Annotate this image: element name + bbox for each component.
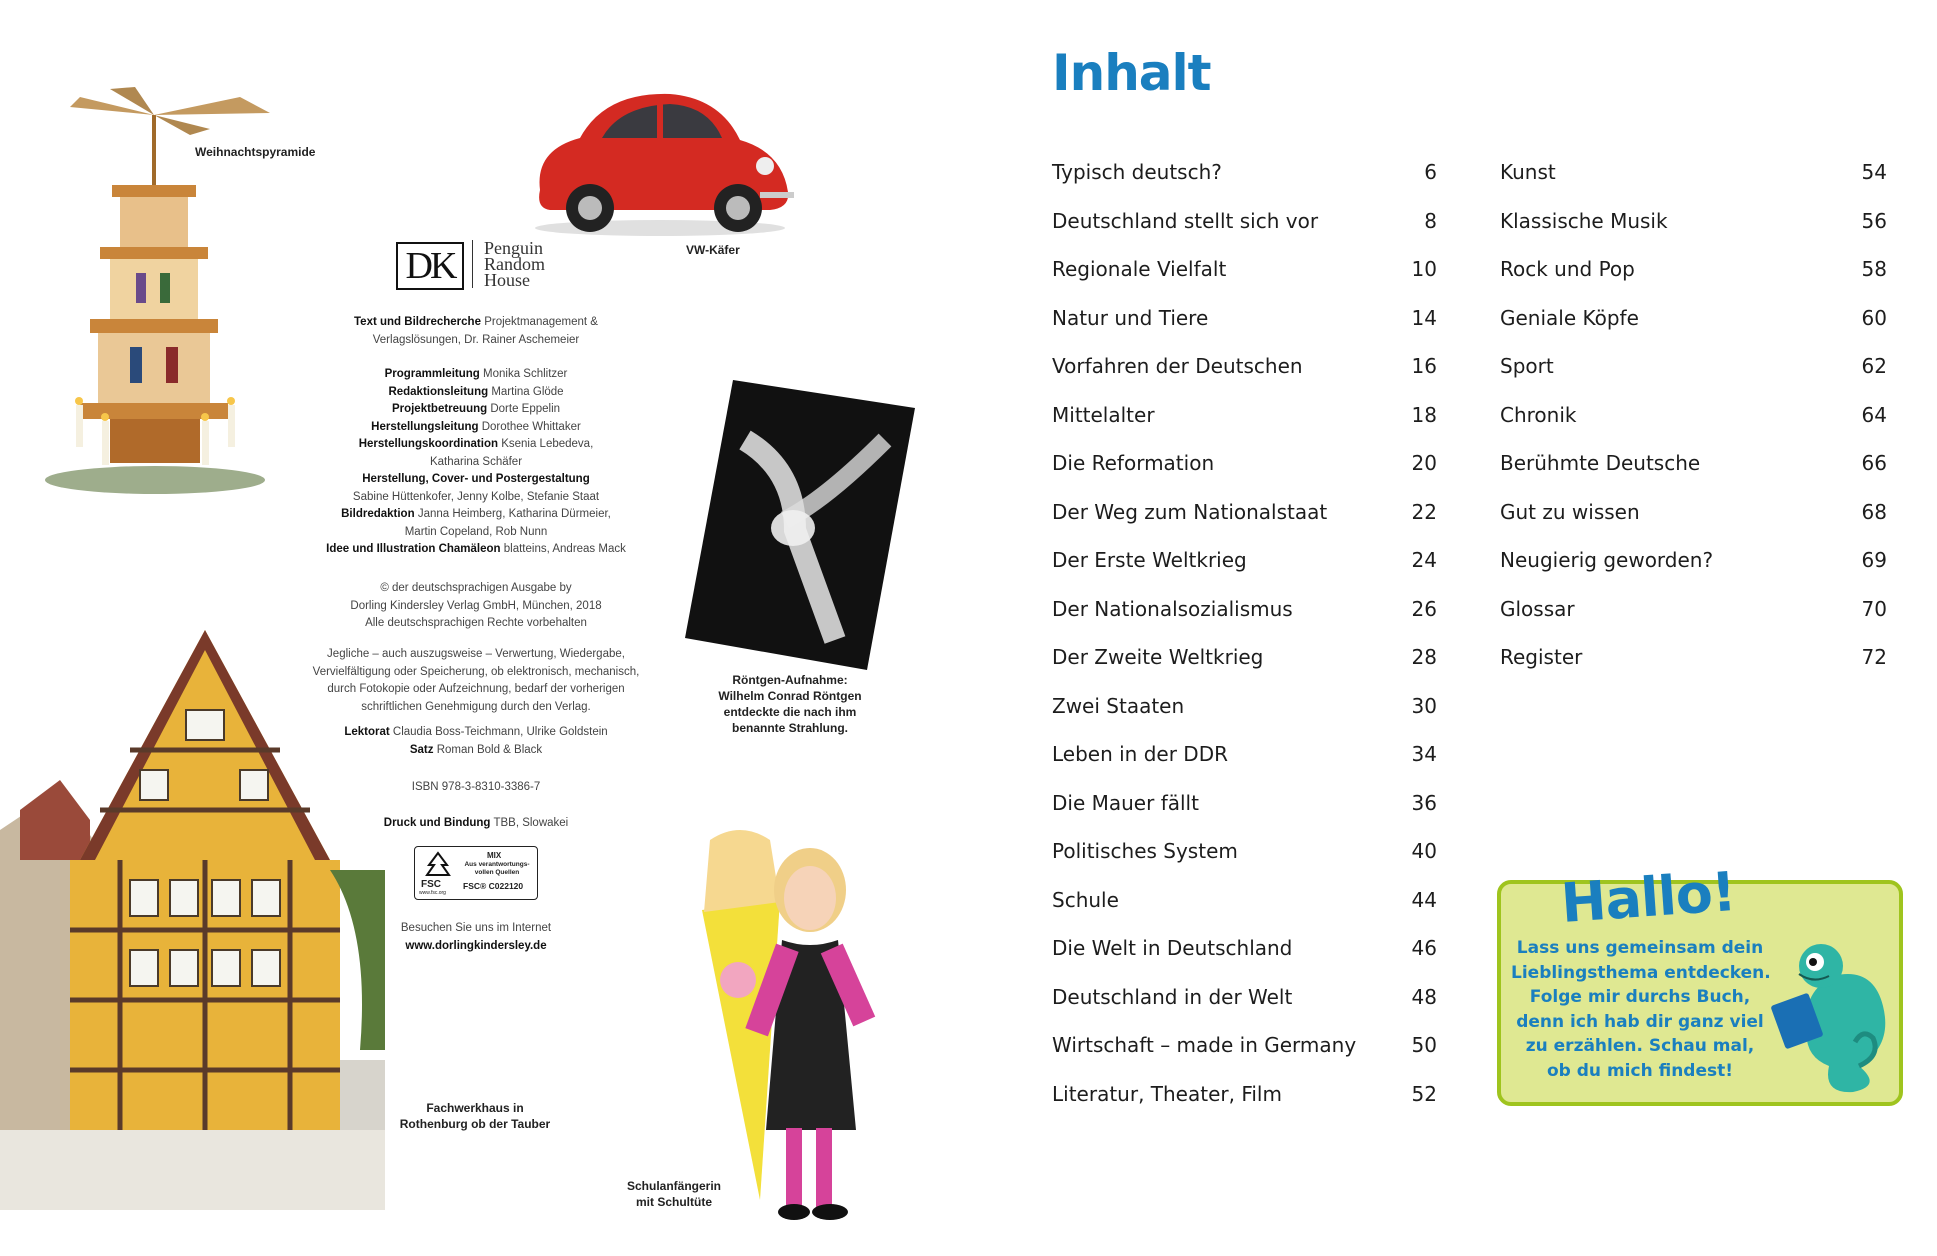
toc-entry-title: Kunst — [1500, 160, 1556, 184]
toc-entry-title: Geniale Köpfe — [1500, 305, 1639, 330]
pyramid-caption: Weihnachtspyramide — [195, 145, 316, 159]
toc-entry[interactable] — [1052, 645, 1437, 694]
toc-entry-page: 68 — [1861, 499, 1887, 524]
toc-entry-page: 54 — [1861, 160, 1887, 184]
house-caption: Fachwerkhaus in Rothenburg ob der Tauber — [399, 1101, 551, 1131]
toc-entry[interactable] — [1500, 451, 1887, 500]
fsc-sources: Aus verantwortungs- vollen Quellen — [464, 861, 530, 876]
toc-list-right — [1500, 160, 1887, 694]
toc-entry-title: Der Nationalsozialismus — [1052, 596, 1293, 621]
toc-entry[interactable] — [1500, 257, 1887, 306]
toc-entry[interactable] — [1052, 597, 1437, 646]
toc-entry[interactable] — [1052, 160, 1437, 209]
toc-entry-title: Mittelalter — [1052, 402, 1155, 427]
girl-caption: Schulanfängerin mit Schultüte — [626, 1179, 721, 1209]
toc-title: Inhalt — [1052, 44, 1211, 102]
toc-entry-page: 28 — [1411, 645, 1437, 669]
toc-entry-title: Klassische Musik — [1500, 208, 1668, 233]
toc-entry-page: 14 — [1411, 305, 1437, 330]
toc-entry-title: Gut zu wissen — [1500, 499, 1640, 524]
toc-entry-page: 20 — [1411, 451, 1437, 475]
toc-entry-title: Der Zweite Weltkrieg — [1052, 645, 1264, 669]
imprint-legal-notice: Jegliche – auch auszugsweise – Verwertung, Wiedergabe, Vervielfältigung oder Speicherung, ob elektronisch, mechanisch, durch Fotokopie oder Aufzeichnung, bedarf der vorherigen schriftlichen Genehmigung durch den Verlag. — [312, 648, 640, 713]
toc-entry-page: 60 — [1861, 305, 1887, 330]
toc-entry[interactable] — [1052, 451, 1437, 500]
toc-entry[interactable] — [1052, 936, 1437, 985]
toc-entry[interactable] — [1052, 1082, 1437, 1131]
toc-entry-title: Die Mauer fällt — [1052, 790, 1199, 815]
toc-entry-page: 16 — [1411, 354, 1437, 378]
toc-entry[interactable] — [1052, 791, 1437, 840]
toc-entry-page: 26 — [1411, 596, 1437, 621]
toc-entry[interactable] — [1052, 888, 1437, 937]
toc-entry-page: 50 — [1411, 1033, 1437, 1057]
toc-entry-page: 30 — [1411, 693, 1437, 718]
toc-entry-title: Politisches System — [1052, 839, 1238, 863]
fsc-code: FSC® C022120 — [463, 881, 524, 891]
website-link[interactable]: www.dorlingkindersley.de — [405, 939, 547, 952]
toc-entry[interactable] — [1500, 548, 1887, 597]
toc-entry-page: 8 — [1424, 208, 1437, 233]
toc-entry-title: Der Erste Weltkrieg — [1052, 548, 1247, 572]
toc-entry-title: Typisch deutsch? — [1052, 160, 1222, 184]
toc-entry-title: Sport — [1500, 354, 1554, 378]
toc-entry-title: Chronik — [1500, 402, 1577, 427]
toc-entry[interactable] — [1052, 354, 1437, 403]
toc-entry-title: Leben in der DDR — [1052, 742, 1228, 766]
imprint-website: Besuchen Sie uns im Internet www.dorlingkindersley.de — [400, 922, 552, 952]
toc-entry-page: 70 — [1861, 596, 1887, 621]
girl-with-schultuete-illustration — [670, 780, 910, 1240]
toc-entry-title: Wirtschaft – made in Germany — [1052, 1033, 1357, 1057]
toc-entry-page: 48 — [1411, 984, 1437, 1009]
toc-entry[interactable] — [1052, 985, 1437, 1034]
toc-entry-page: 34 — [1411, 742, 1437, 766]
toc-entry[interactable] — [1500, 500, 1887, 549]
xray-image — [685, 380, 915, 670]
toc-entry-title: Regionale Vielfalt — [1052, 257, 1227, 281]
fsc-label — [414, 846, 538, 900]
toc-entry-title: Berühmte Deutsche — [1500, 451, 1701, 475]
toc-list-left — [1052, 160, 1437, 1130]
toc-entry[interactable] — [1052, 257, 1437, 306]
toc-entry[interactable] — [1052, 548, 1437, 597]
imprint-printing: Druck und Bindung TBB, Slowakei — [383, 817, 569, 829]
toc-entry-title: Literatur, Theater, Film — [1052, 1081, 1282, 1106]
toc-entry-title: Vorfahren der Deutschen — [1052, 354, 1303, 378]
toc-entry-page: 46 — [1411, 936, 1437, 960]
toc-entry-page: 58 — [1861, 257, 1887, 281]
toc-entry-title: Glossar — [1500, 596, 1575, 621]
toc-entry[interactable] — [1052, 694, 1437, 743]
toc-entry[interactable] — [1052, 839, 1437, 888]
toc-entry-page: 56 — [1861, 208, 1887, 233]
toc-entry-page: 64 — [1861, 402, 1887, 427]
toc-entry-title: Neugierig geworden? — [1500, 548, 1714, 572]
hallo-title: Hallo! — [1559, 859, 1738, 936]
toc-entry-title: Register — [1500, 645, 1583, 669]
toc-entry[interactable] — [1052, 742, 1437, 791]
toc-entry-title: Natur und Tiere — [1052, 305, 1209, 330]
toc-entry-page: 36 — [1411, 790, 1437, 815]
fsc-tree-icon — [421, 851, 455, 879]
toc-entry-page: 22 — [1411, 499, 1437, 524]
toc-entry-title: Deutschland stellt sich vor — [1052, 208, 1319, 233]
toc-entry-title: Rock und Pop — [1500, 257, 1635, 281]
toc-entry-page: 6 — [1424, 160, 1437, 184]
toc-entry[interactable] — [1500, 645, 1887, 694]
fsc-web: www.fsc.org — [419, 890, 446, 896]
toc-entry[interactable] — [1500, 354, 1887, 403]
toc-entry-title: Zwei Staaten — [1052, 693, 1185, 718]
beetle-caption: VW-Käfer — [686, 243, 740, 257]
toc-entry-page: 66 — [1861, 451, 1887, 475]
imprint-staff: Programmleitung Monika Schlitzer Redaktionsleitung Martina Glöde Projektbetreuung Dorte Eppelin Herstellungsleitung Dorothee Whittaker Herstellungskoordination Ksenia Lebedeva, Katharina Schäfer Herstellung, Cover- und Postergestaltung Sabine Hüttenkofer, Jenny Kolbe, Stefanie Staat Bildredaktion Janna Heimberg, Katharina Dürmeier, Martin Copeland, Rob Nunn Idee und Illustration Chamäleon blatteins, Andreas Mack — [326, 368, 626, 555]
hallo-callout — [1497, 859, 1903, 1106]
toc-entry[interactable] — [1052, 500, 1437, 549]
toc-entry-page: 18 — [1411, 402, 1437, 427]
toc-entry[interactable] — [1052, 403, 1437, 452]
toc-entry[interactable] — [1500, 403, 1887, 452]
imprint-credits: Text und Bildrecherche Projektmanagement & Verlagslösungen, Dr. Rainer Aschemeier — [354, 316, 598, 346]
dk-logo-mark: DK — [396, 242, 464, 290]
toc-entry[interactable] — [1052, 1033, 1437, 1082]
toc-entry-page: 44 — [1411, 887, 1437, 912]
toc-entry[interactable] — [1500, 597, 1887, 646]
half-timbered-house-illustration — [0, 630, 385, 1210]
toc-entry-page: 10 — [1411, 257, 1437, 281]
toc-entry-page: 24 — [1411, 548, 1437, 572]
isbn: ISBN 978-3-8310-3386-7 — [411, 781, 541, 793]
hallo-message: Lass uns gemeinsam dein Lieblingsthema entdecken. Folge mir durchs Buch, denn ich hab dir ganz viel zu erzählen. Schau mal, ob du mich findest! — [1511, 938, 1771, 1081]
penguin-random-house-wordmark: Penguin Random House — [484, 238, 545, 290]
toc-entry-title: Deutschland in der Welt — [1052, 984, 1293, 1009]
fsc-mix: MIX — [487, 851, 502, 860]
toc-entry[interactable] — [1052, 306, 1437, 355]
toc-entry[interactable] — [1052, 209, 1437, 258]
imprint-copyright: © der deutschsprachigen Ausgabe by Dorling Kindersley Verlag GmbH, München, 2018 Alle deutschsprachigen Rechte vorbehalten — [350, 582, 602, 629]
toc-entry-page: 52 — [1411, 1081, 1437, 1106]
fsc-brand: FSC — [421, 879, 441, 890]
dk-penguin-logo — [396, 236, 584, 292]
toc-entry-page: 62 — [1861, 354, 1887, 378]
toc-entry[interactable] — [1500, 306, 1887, 355]
toc-entry[interactable] — [1500, 209, 1887, 258]
toc-entry-title: Die Welt in Deutschland — [1052, 936, 1293, 960]
xray-caption: Röntgen-Aufnahme: Wilhelm Conrad Röntgen entdeckte die nach ihm benannte Strahlung. — [718, 673, 862, 735]
logo-divider — [472, 240, 473, 288]
vw-beetle-illustration — [520, 80, 795, 240]
chameleon-reading-icon — [1763, 936, 1895, 1096]
toc-entry[interactable] — [1500, 160, 1887, 209]
toc-entry-page: 40 — [1411, 839, 1437, 863]
toc-entry-title: Schule — [1052, 887, 1119, 912]
toc-entry-page: 72 — [1861, 645, 1887, 669]
toc-entry-title: Der Weg zum Nationalstaat — [1052, 499, 1328, 524]
toc-entry-title: Die Reformation — [1052, 451, 1215, 475]
toc-entry-page: 69 — [1861, 548, 1887, 572]
imprint-lektorat: Lektorat Claudia Boss-Teichmann, Ulrike Goldstein Satz Roman Bold & Black — [344, 726, 608, 756]
